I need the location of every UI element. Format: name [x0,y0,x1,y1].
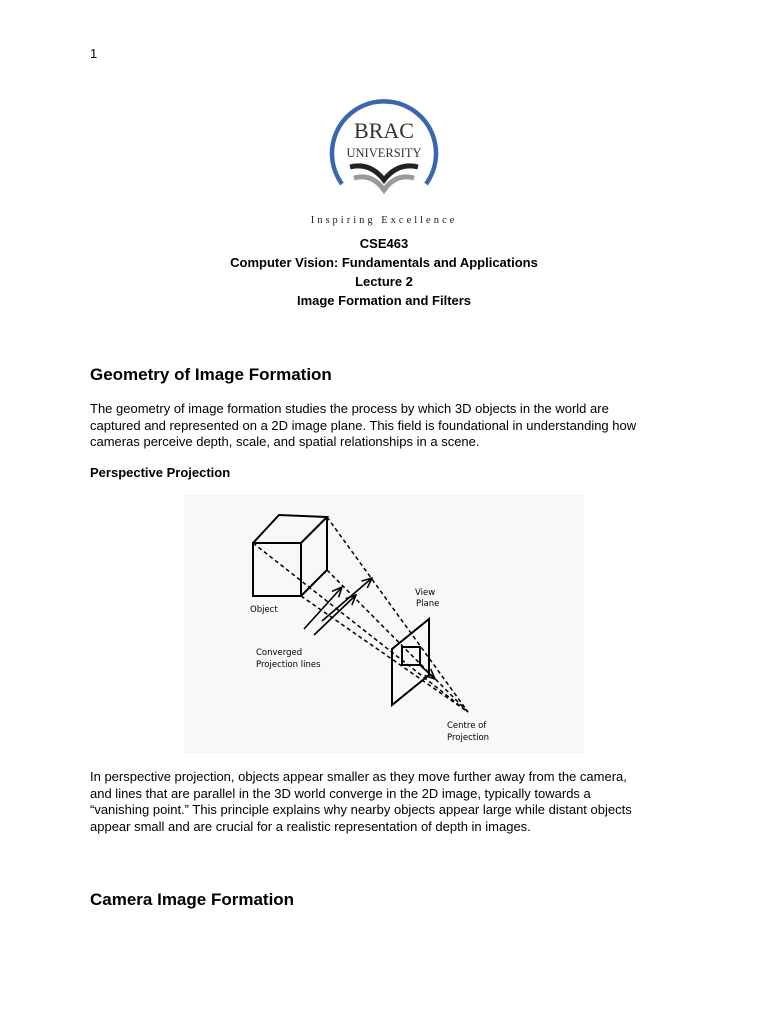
lecture-topic: Image Formation and Filters [296,293,472,308]
perspective-body-paragraph [90,769,690,835]
view-plane-label: Plane [416,599,440,609]
paragraph-line: The geometry of image formation studies the process by which 3D objects in the world are [90,401,609,416]
centre-of-projection-label: Centre of [447,721,487,731]
paragraph-line: appear small and are crucial for a realistic representation of depth in images. [90,818,531,834]
perspective-projection-subheading: Perspective Projection [90,465,231,480]
section-heading-camera: Camera Image Formation [90,890,295,909]
centre-of-projection-label: Projection [447,733,490,743]
view-plane-label: View [415,588,436,598]
logo-text-university: UNIVERSITY [346,146,422,160]
geometry-intro-paragraph [90,401,690,451]
converged-lines-label: Projection lines [256,660,321,670]
course-name: Computer Vision: Fundamentals and Applications [230,255,538,270]
page-number: 1 [90,46,98,61]
course-code: CSE463 [359,236,409,251]
brac-university-logo [320,92,448,204]
lecture-number: Lecture 2 [355,274,413,289]
logo-text-brac: BRAC [354,118,414,143]
paragraph-line: captured and represented on a 2D image plane. This field is foundational in understanding how [90,417,637,433]
section-heading-geometry: Geometry of Image Formation [90,365,332,384]
paragraph-line: “vanishing point.” This principle explains why nearby objects appear large while distant objects [90,802,632,817]
paragraph-line: and lines that are parallel in the 3D world converge in the 2D image, typically towards a [90,785,591,801]
projection-lines [253,517,468,712]
title-block [0,234,768,310]
paragraph-line: In perspective projection, objects appear smaller as they move further away from the camera, [90,769,627,784]
paragraph-line: cameras perceive depth, scale, and spatial relationships in a scene. [90,434,480,449]
object-label: Object [250,605,278,615]
converged-arrows [304,578,372,635]
logo-tagline: Inspiring Excellence [310,215,458,226]
converged-lines-label: Converged [256,648,303,658]
perspective-projection-figure [184,495,584,753]
object-cube [253,515,327,596]
